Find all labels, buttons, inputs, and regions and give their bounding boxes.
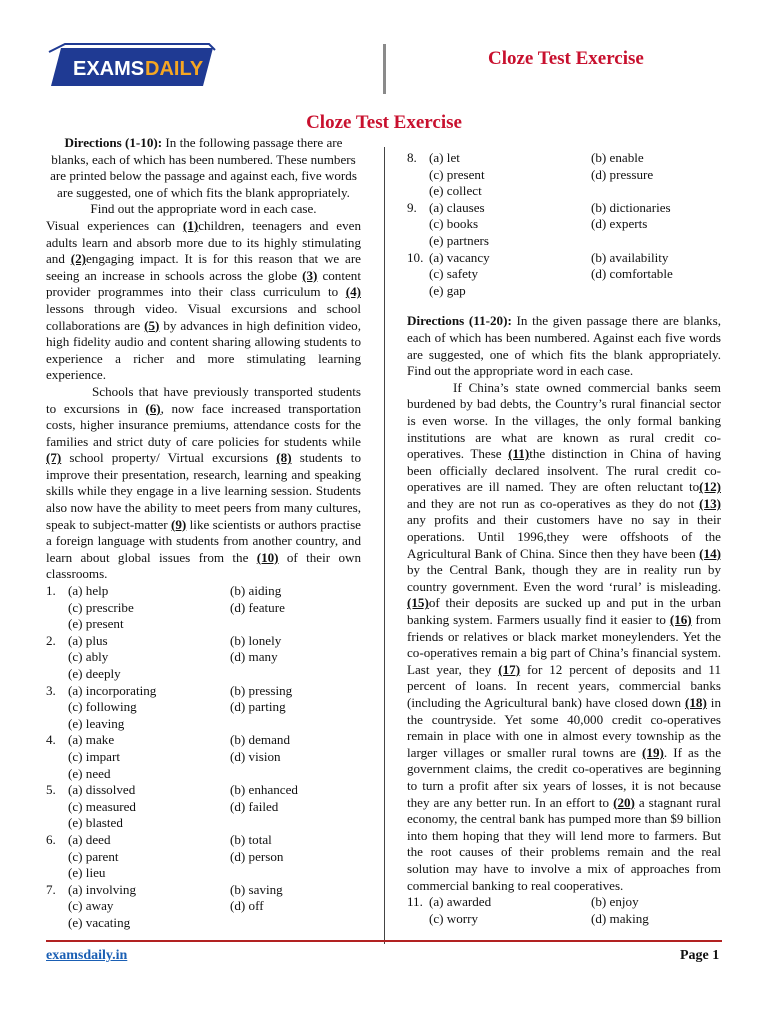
question-block-8-10	[407, 150, 721, 299]
question-1: 1. (a) help (b) aiding (c) prescribe (d) feature (e) present	[46, 583, 285, 632]
question-10: 10. (a) vacancy (b) availability (c) safety (d) comfortable (e) gap	[407, 249, 673, 298]
footer-page-number: Page 1	[680, 948, 720, 963]
blank-20: (20)	[613, 794, 635, 810]
blank-14: (14)	[699, 545, 721, 561]
question-3: 3. (a) incorporating (b) pressing (c) following (d) parting (e) leaving	[46, 682, 293, 731]
question-6: 6. (a) deed (b) total (c) parent (d) person (e) lieu	[46, 831, 284, 881]
blank-19: (19)	[642, 744, 664, 760]
question-9: 9. (a) clauses (b) dictionaries (c) books (d) experts (e) partners	[407, 199, 671, 248]
question-8: 8. (a) let (b) enable (c) present (d) pressure (e) collect	[407, 150, 654, 199]
blank-2: (2)	[70, 251, 86, 267]
passage-1-paragraph-1: Visual experiences can (1)children, teenagers and even adults learn and absorb more due to its highly stimulating and (2)engaging impact. It is for this reason that we are seeing an increase in schools across the globe (3) content provider programmes into their class curriculum to (4) lessons through video. Visual excursions and school collaborations are (5) by advances in high definition video, high fidelity audio and content sharing allowing students to experience a richer and more stimulating learning experience.	[46, 217, 361, 383]
blank-10: (10)	[256, 549, 279, 565]
blank-11: (11)	[508, 446, 530, 462]
blank-17: (17)	[498, 661, 521, 677]
blank-16: (16)	[669, 612, 692, 628]
right-column	[407, 150, 721, 927]
question-11: 11. (a) awarded (b) enjoy (c) worry (d) making	[407, 894, 649, 926]
footer-site-link[interactable]: examsdaily.in	[46, 948, 128, 963]
header-title: Cloze Test Exercise	[488, 48, 644, 69]
page-title: Cloze Test Exercise	[306, 112, 462, 133]
blank-12: (12)	[699, 479, 721, 495]
question-5: 5. (a) dissolved (b) enhanced (c) measured (d) failed (e) blasted	[46, 782, 298, 831]
blank-1: (1)	[182, 217, 199, 233]
logo-exams-text: EXAMS	[73, 58, 145, 80]
blank-8: (8)	[276, 450, 292, 466]
question-7: 7. (a) involving (b) saving (c) away (d) off (e) vacating	[46, 881, 283, 930]
blank-6: (6)	[145, 400, 161, 416]
header-divider	[383, 44, 386, 94]
page-header	[0, 0, 768, 100]
blank-5: (5)	[144, 317, 160, 333]
blank-3: (3)	[302, 267, 318, 283]
passage-2: If China’s state owned commercial banks seem burdened by bad debts, the Country’s rural financial sector is even worse. In the villages, the only formal banking institutions are what are known as rural credit co-operatives. These (11)the distinction in China of having been officially declared insolvent. The rural credit co-operatives are ill named. They are often reluctant to(12) and they are not run as co-operatives as they do not (13) any profits and their customers have no say in their operations. Until 1996,they were offshoots of the Agricultural Bank of China. Since then they have been (14) by the Central Bank, though they are in reality run by country government. Even the word ‘rural’ is misleading. (15)of their deposits are sucked up and put in the urban banking system. Farmers usually find it easier to (16) from friends or relatives or black market moneylenders. Yet the co-operatives remain a big part of China’s financial system. Last year, they (17) for 12 percent of deposits and 11 percent of loans. In recent years, commercial banks (including the Agricultural bank) have closed down (18) in the countryside. Yet some 40,000 credit co-operatives remain in place with one in almost every township as the larger villages or smaller rural towns are (19). If as the government claims, the credit co-operatives are beginning to turn a profit after six years of losses, it is not because they are any better run. In an effort to (20) a stagnant rural economy, the central bank has pumped more than $9 billion into them hoping that they will lend more to farmers. But the root causes of their problems remain and the real solution may have to involve a mix of approaches from commercial banking to real cooperatives.	[407, 379, 722, 893]
question-block-1-7	[46, 583, 361, 931]
passage-1-paragraph-2: Schools that have previously transported students to excursions in (6), now face increased transportation costs, higher insurance premiums, attendance costs for the families and strict duty of care policies for students while (7) school property/ Virtual excursions (8) students to improve their presentation, research, learning and speaking skills while they engage in a live learning session. Students also now have the ability to meet peers from many cultures, speak to subject-matter (9) like scientists or authors practise a foreign language with students from another country, and learn about global issues from the (10) of their own classrooms.	[46, 383, 361, 582]
question-4: 4. (a) make (b) demand (c) impart (d) vision (e) need	[46, 732, 290, 781]
directions-11-20: Directions (11-20): In the given passage there are blanks, each of which has been numbered. Against each five words are suggested, one of which fits the blank appropriately. Find out the appropriate word in each case.	[407, 313, 721, 379]
blank-15: (15)	[407, 595, 429, 611]
footer-divider	[46, 940, 722, 942]
column-divider	[384, 147, 385, 944]
directions-1-10: Directions (1-10): In the following passage there are blanks, each of which has been numbered. These numbers are printed below the passage and against each, five words are suggested, one of which fits the blank appropriately. Find out the appropriate word in each case.	[50, 135, 357, 217]
question-2: 2. (a) plus (b) lonely (c) ably (d) many (e) deeply	[46, 632, 282, 681]
exams-daily-logo	[47, 42, 217, 88]
blank-9: (9)	[171, 516, 187, 532]
blank-7: (7)	[46, 450, 62, 466]
blank-4: (4)	[345, 284, 361, 300]
blank-13: (13)	[699, 495, 721, 511]
logo-daily-text: DAILY	[145, 58, 204, 80]
left-column	[46, 135, 361, 932]
blank-18: (18)	[685, 695, 707, 710]
